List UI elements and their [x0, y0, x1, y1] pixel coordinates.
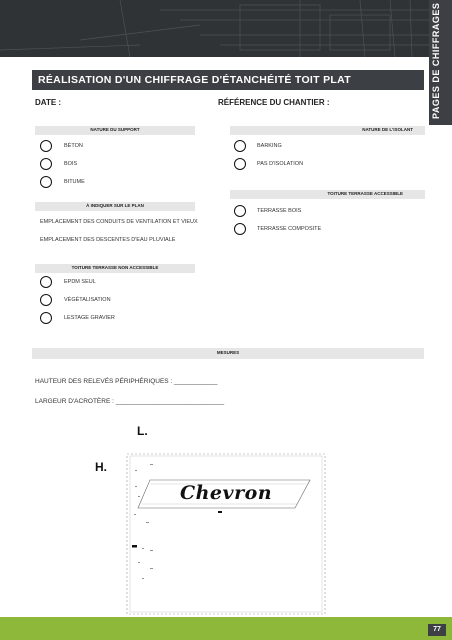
option-pas-isolation: PAS D'ISOLATION	[257, 161, 304, 167]
checkbox-lestage[interactable]	[40, 312, 52, 324]
toiture-non-accessible-heading: TOITURE TERRASSE NON ACCESSIBLE	[71, 265, 159, 270]
checkbox-beton[interactable]	[40, 140, 52, 152]
page-number: 77	[428, 624, 446, 636]
nature-isolant-header	[230, 126, 425, 135]
footer-background	[0, 617, 452, 640]
option-lestage: LESTAGE GRAVIER	[64, 315, 115, 321]
toiture-non-accessible-header	[35, 264, 195, 273]
option-terrasse-composite: TERRASSE COMPOSITE	[257, 226, 322, 232]
line-descentes: EMPLACEMENT DES DESCENTES D'EAU PLUVIALE	[40, 237, 176, 243]
checkbox-barking[interactable]	[234, 140, 246, 152]
largeur-acrotere-field[interactable]: LARGEUR D'ACROTÈRE : ______________________________	[35, 398, 225, 405]
a-indiquer-header	[35, 202, 195, 211]
roof-diagram	[120, 450, 330, 616]
header-background	[0, 0, 452, 57]
reference-label: RÉFÉRENCE DU CHANTIER :	[218, 98, 330, 107]
option-barking: BARKING	[257, 143, 282, 149]
blueprint-decoration	[0, 0, 452, 57]
nature-isolant-heading: NATURE DE L'ISOLANT	[362, 127, 413, 132]
title-bar	[32, 70, 424, 90]
checkbox-pas-isolation[interactable]	[234, 158, 246, 170]
toiture-accessible-header	[230, 190, 425, 199]
option-bitume: BITUME	[64, 179, 85, 185]
width-label: L.	[137, 424, 148, 438]
checkbox-bois[interactable]	[40, 158, 52, 170]
option-beton: BÉTON	[64, 143, 83, 149]
side-tab	[429, 0, 452, 125]
checkbox-bitume[interactable]	[40, 176, 52, 188]
checkbox-epdm[interactable]	[40, 276, 52, 288]
toiture-accessible-heading: TOITURE TERRASSE ACCESSIBLE	[327, 191, 403, 196]
hauteur-releves-field[interactable]: HAUTEUR DES RELEVÉS PÉRIPHÉRIQUES : ____________	[35, 378, 218, 385]
checkbox-terrasse-composite[interactable]	[234, 223, 246, 235]
line-conduits: EMPLACEMENT DES CONDUITS DE VENTILATION ET VIEUX	[40, 219, 198, 225]
option-vegetalisation: VÉGÉTALISATION	[64, 297, 111, 303]
checkbox-terrasse-bois[interactable]	[234, 205, 246, 217]
side-tab-label: PAGES DE CHIFFRAGES	[431, 2, 441, 119]
chevron-logo: Chevron	[180, 482, 273, 504]
checkbox-vegetalisation[interactable]	[40, 294, 52, 306]
a-indiquer-heading: À INDIQUER SUR LE PLAN	[86, 203, 144, 208]
mesures-header	[32, 348, 424, 359]
date-label: DATE :	[35, 98, 62, 107]
mesures-heading: MESURES	[216, 350, 240, 355]
height-label: H.	[95, 460, 107, 474]
nature-support-heading: NATURE DU SUPPORT	[90, 127, 140, 132]
nature-support-header	[35, 126, 195, 135]
option-epdm: EPDM SEUL	[64, 279, 96, 285]
page-title: RÉALISATION D'UN CHIFFRAGE D'ÉTANCHÉITÉ TOIT PLAT	[38, 74, 351, 86]
option-terrasse-bois: TERRASSE BOIS	[257, 208, 302, 214]
option-bois: BOIS	[64, 161, 78, 167]
